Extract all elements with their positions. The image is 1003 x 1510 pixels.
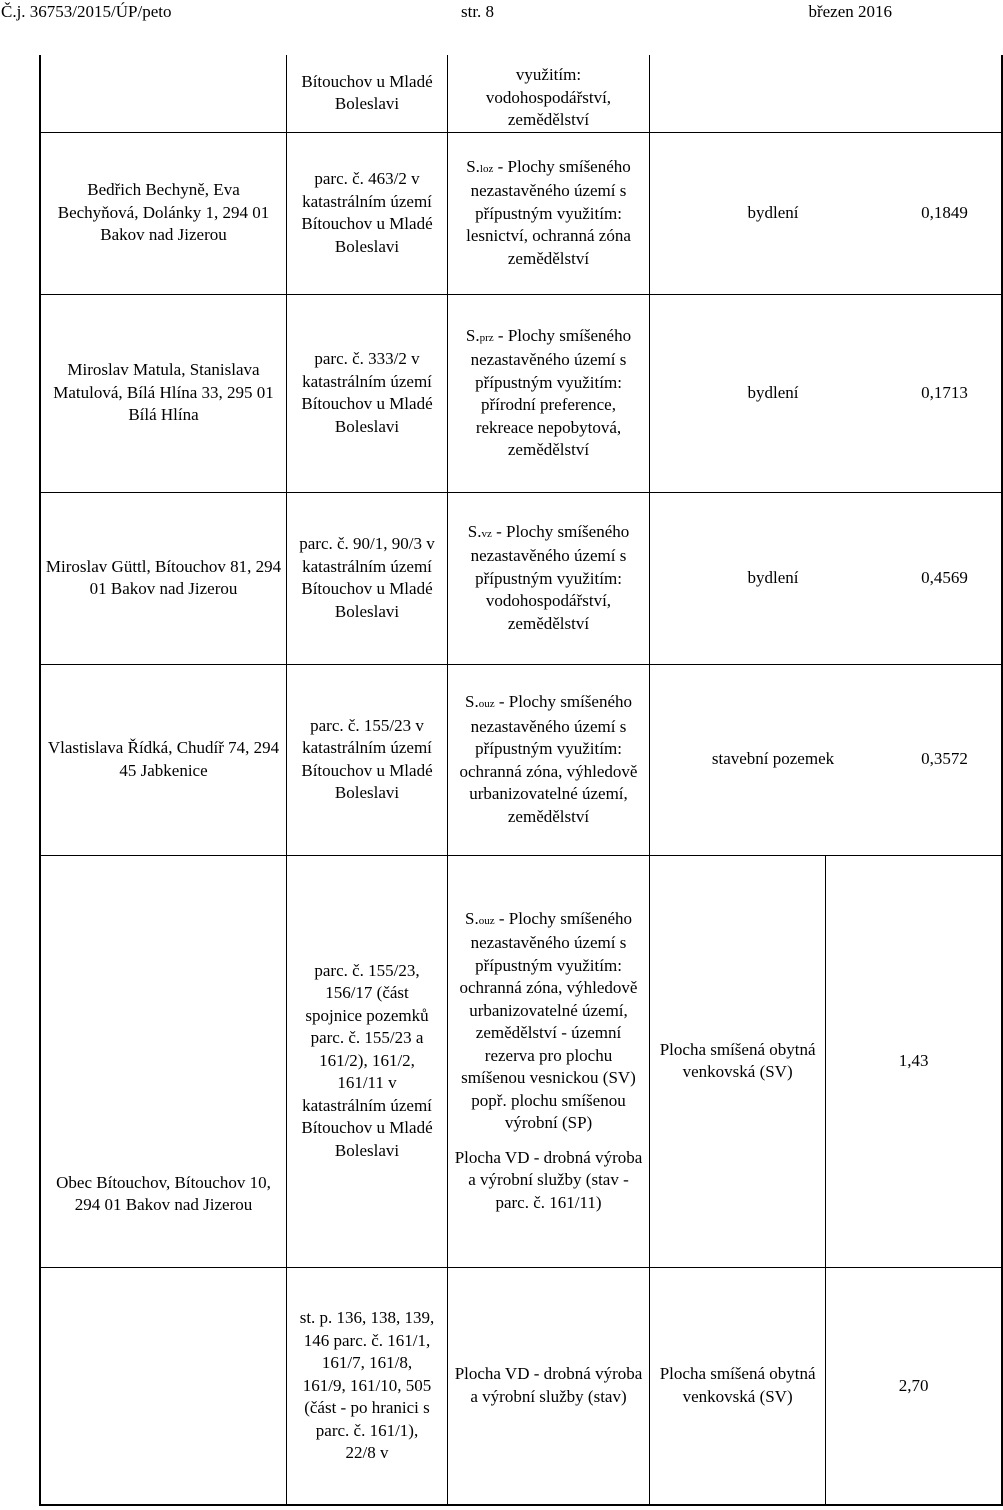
use-area-cell — [650, 294, 1003, 492]
land-use: bydlení — [747, 567, 799, 587]
document-reference: Č.j. 36753/2015/ÚP/peto — [1, 2, 172, 21]
parcel-cell: parc. č. 463/2 v katastrálním území Bítouchov u Mladé Boleslavi — [287, 132, 448, 294]
parcel-cell: parc. č. 333/2 v katastrálním území Bítouchov u Mladé Boleslavi — [287, 294, 448, 492]
zoning-description: - Plochy smíšeného nezastavěného území s přípustným využitím: ochranná zóna, výhledově urbanizovatelné území, zemědělství — [459, 692, 638, 826]
table-row — [40, 855, 1002, 1267]
owner-cell: Miroslav Güttl, Bítouchov 81, 294 01 Bakov nad Jizerou — [40, 492, 287, 664]
use-area-cell — [650, 55, 1003, 132]
page-number: str. 8 — [461, 2, 495, 21]
parcel-cell: parc. č. 155/23 v katastrálním území Bítouchov u Mladé Boleslavi — [287, 664, 448, 855]
table-row — [40, 492, 1002, 664]
zoning-code: ouz — [478, 698, 495, 710]
owner-cell: Miroslav Matula, Stanislava Matulová, Bílá Hlína 33, 295 01 Bílá Hlína — [40, 294, 287, 492]
owner-cell: Bedřich Bechyně, Eva Bechyňová, Dolánky 1, 294 01 Bakov nad Jizerou — [40, 132, 287, 294]
planned-use-cell: Plocha smíšená obytná venkovská (SV) — [650, 855, 826, 1267]
zoning-cell: Plocha VD - drobná výroba a výrobní služby (stav) — [448, 1267, 650, 1505]
table-row — [40, 664, 1002, 855]
document-date: březen 2016 — [808, 2, 892, 21]
area-value: 0,1713 — [921, 382, 968, 402]
parcel-cell: Bítouchov u Mladé Boleslavi — [287, 55, 448, 132]
zoning-code: ouz — [478, 914, 495, 927]
area-value: 2,70 — [826, 1267, 1002, 1505]
zoning-code: prz — [479, 331, 494, 344]
zoning-code: vz — [481, 527, 492, 540]
zoning-cell: S.loz - Plochy smíšeného nezastavěného území s přípustným využitím: lesnictví, ochranná zóna zemědělství — [448, 132, 650, 294]
parcels-table — [39, 55, 1003, 1506]
zoning-description: - Plochy smíšeného nezastavěného území s přípustným využitím: ochranná zóna, výhledově urbanizovatelné území, zemědělství - územní rezerva pro plochu smíšenou vesnickou (SV) popř. plochu smíšenou výrobní (SP) — [459, 908, 638, 1133]
zoning-description: využitím: vodohospodářství, zemědělství — [485, 65, 612, 129]
area-value: 0,1849 — [921, 202, 968, 222]
owner-cell: Vlastislava Řídká, Chudíř 74, 294 45 Jabkenice — [40, 664, 287, 855]
page-header — [0, 0, 960, 24]
zoning-cell: S.ouz - Plochy smíšeného nezastavěného území s přípustným využitím: ochranná zóna, výhledově urbanizovatelné území, zemědělství — [448, 664, 650, 855]
zoning-cell: S.ouz - Plochy smíšeného nezastavěného území s přípustným využitím: ochranná zóna, výhledově urbanizovatelné území, zemědělství - územní rezerva pro plochu smíšenou vesnickou (SV) popř. plochu smíšenou výrobní (SP) Plocha VD - drobná výroba a výrobní služby (stav - parc. č. 161/11) — [448, 855, 650, 1267]
zoning-existing-area: Plocha VD - drobná výroba a výrobní služby (stav - parc. č. 161/11) — [454, 1147, 643, 1212]
area-value: 0,4569 — [921, 567, 968, 587]
area-value: 1,43 — [826, 855, 1002, 1267]
use-area-cell — [650, 132, 1003, 294]
use-area-cell — [650, 664, 1003, 855]
zoning-description: - Plochy smíšeného nezastavěného území s přípustným využitím: vodohospodářství, zemědělství — [470, 521, 630, 633]
land-use: bydlení — [747, 382, 799, 402]
owner-cell: Obec Bítouchov, Bítouchov 10, 294 01 Bakov nad Jizerou — [40, 855, 287, 1267]
table-row — [40, 294, 1002, 492]
zoning-description: - Plochy smíšeného nezastavěného území s přípustným využitím: lesnictví, ochranná zóna zemědělství — [466, 156, 631, 268]
table-row — [40, 1267, 1002, 1505]
planned-use-cell: Plocha smíšená obytná venkovská (SV) — [650, 1267, 826, 1505]
table-row — [40, 55, 1002, 132]
parcel-cell: parc. č. 155/23, 156/17 (část spojnice pozemků parc. č. 155/23 a 161/2), 161/2, 161/11 v katastrálním území Bítouchov u Mladé Boleslavi — [287, 855, 448, 1267]
land-use: stavební pozemek — [711, 749, 835, 769]
area-value: 0,3572 — [921, 749, 968, 769]
owner-cell — [40, 55, 287, 132]
land-use: bydlení — [747, 202, 799, 222]
parcel-cell: parc. č. 90/1, 90/3 v katastrálním území Bítouchov u Mladé Boleslavi — [287, 492, 448, 664]
use-area-cell — [650, 492, 1003, 664]
zoning-code: loz — [479, 162, 494, 175]
zoning-cell: S.vz - Plochy smíšeného nezastavěného území s přípustným využitím: vodohospodářství, zemědělství — [448, 492, 650, 664]
zoning-description: - Plochy smíšeného nezastavěného území s přípustným využitím: přírodní preference, rekreace nepobytová, zemědělství — [470, 325, 632, 459]
owner-cell — [40, 1267, 287, 1505]
parcel-cell: st. p. 136, 138, 139, 146 parc. č. 161/1, 161/7, 161/8, 161/9, 161/10, 505 (část - po hranici s parc. č. 161/1), 22/8 v — [287, 1267, 448, 1505]
table-row — [40, 132, 1002, 294]
zoning-cell — [448, 55, 650, 132]
zoning-cell: S.prz - Plochy smíšeného nezastavěného území s přípustným využitím: přírodní preference, rekreace nepobytová, zemědělství — [448, 294, 650, 492]
